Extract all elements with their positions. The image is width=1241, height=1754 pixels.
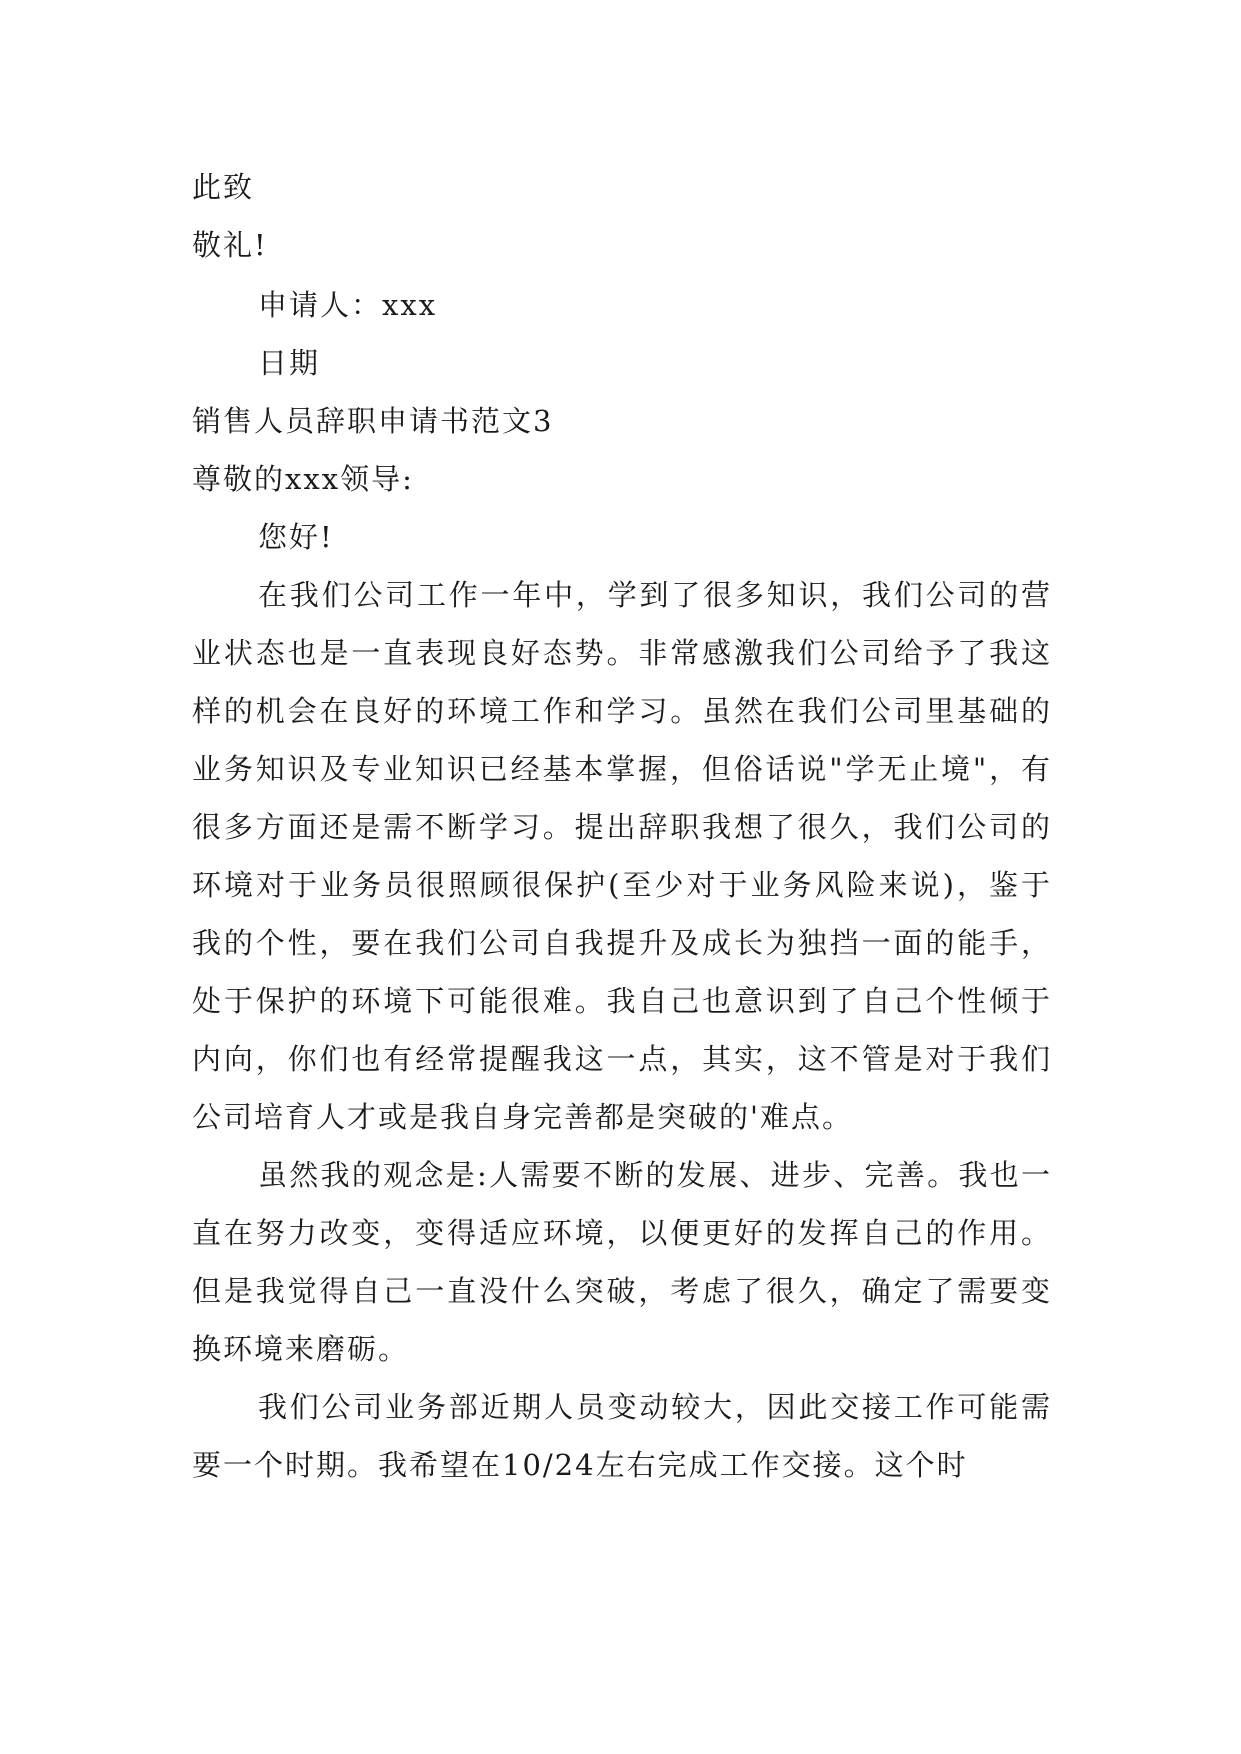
section-title: 销售人员辞职申请书范文3 xyxy=(192,404,554,438)
signature-date: 日期 xyxy=(258,346,321,380)
closing-line-2: 敬礼! xyxy=(192,228,268,262)
closing-line-1: 此致 xyxy=(192,170,255,204)
body-paragraph-1: 在我们公司工作一年中，学到了很多知识，我们公司的营业状态也是一直表现良好态势。非常感激我们公司给予了我这样的机会在良好的环境工作和学习。虽然在我们公司里基础的业务知识及专业知识已经基本掌握，但俗话说"学无止境"，有很多方面还是需不断学习。提出辞职我想了很久，我们公司的环境对于业务员很照顾很保护(至少对于业务风险来说)，鉴于我的个性，要在我们公司自我提升及成长为独挡一面的能手，处于保护的环境下可能很难。我自己也意识到了自己个性倾于内向，你们也有经常提醒我这一点，其实，这不管是对于我们公司培育人才或是我自身完善都是突破的'难点。 xyxy=(192,578,1052,1134)
salutation: 尊敬的xxx领导: xyxy=(192,462,414,496)
body-paragraph-3: 我们公司业务部近期人员变动较大，因此交接工作可能需要一个时期。我希望在10/24左右完成工作交接。这个时 xyxy=(192,1390,1052,1482)
greeting: 您好! xyxy=(258,520,334,554)
applicant-signature: 申请人：xxx xyxy=(258,288,438,322)
letter-content xyxy=(192,158,1052,1494)
body-paragraph-2: 虽然我的观念是:人需要不断的发展、进步、完善。我也一直在努力改变，变得适应环境，以便更好的发挥自己的作用。但是我觉得自己一直没什么突破，考虑了很久，确定了需要变换环境来磨砺。 xyxy=(192,1158,1052,1366)
